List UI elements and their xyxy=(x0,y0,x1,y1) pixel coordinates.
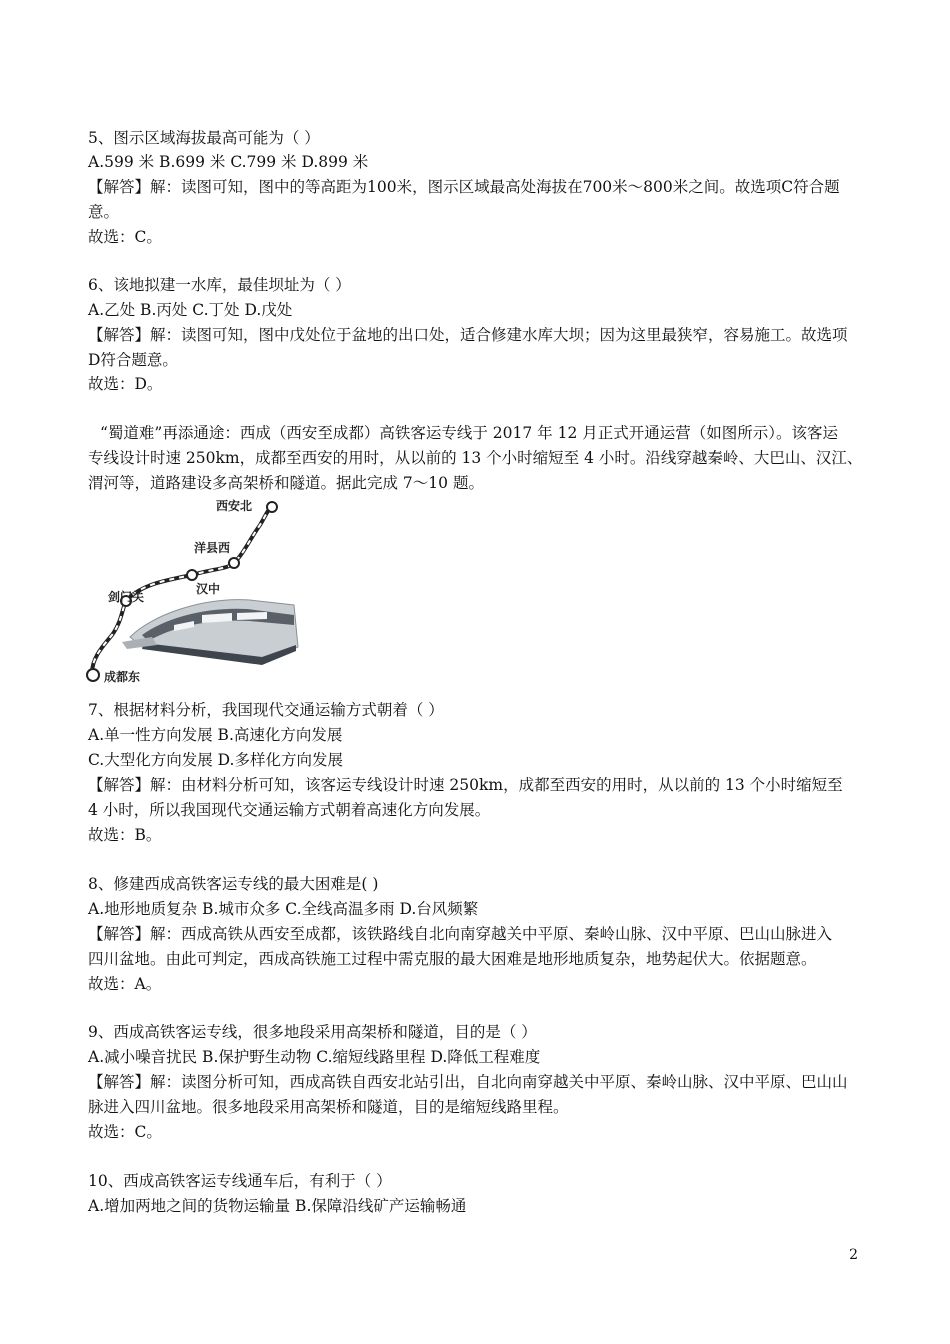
intro-line3: 渭河等，道路建设多高架桥和隧道。据此完成 7～10 题。 xyxy=(88,474,484,492)
station-label-jianmenguan: 剑门关 xyxy=(108,590,145,604)
station-label-xian-north: 西安北 xyxy=(216,499,253,513)
q6-answer-line2: D符合题意。 xyxy=(88,351,178,369)
q8-options: A.地形地质复杂 B.城市众多 C.全线高温多雨 D.台风频繁 xyxy=(88,900,479,918)
q9-answer-line2: 脉进入四川盆地。很多地段采用高架桥和隧道，目的是缩短线路里程。 xyxy=(88,1098,569,1116)
q7-options-line2: C.大型化方向发展 D.多样化方向发展 xyxy=(88,751,343,769)
station-label-hanzhong: 汉中 xyxy=(196,582,221,596)
q9-title: 9、西成高铁客运专线，很多地段采用高架桥和隧道，目的是（ ） xyxy=(88,1023,537,1041)
q8-answer-line2: 四川盆地。由此可判定，西成高铁施工过程中需克服的最大困难是地形地质复杂，地势起伏大。依据题意。 xyxy=(88,950,817,968)
intro-line2: 专线设计时速 250km，成都至西安的用时，从以前的 13 个小时缩短至 4 小时。沿线穿越秦岭、大巴山、汉江、 xyxy=(88,449,863,467)
q5-answer-line2: 意。 xyxy=(88,203,120,221)
q5-answer-line1: 【解答】解：读图可知，图中的等高距为100米，图示区域最高处海拔在700米～800米之间。故选项C符合题 xyxy=(88,178,840,196)
q6-options: A.乙处 B.丙处 C.丁处 D.戊处 xyxy=(88,301,293,319)
q5-options: A.599 米 B.699 米 C.799 米 D.899 米 xyxy=(88,153,369,171)
q8-title: 8、修建西成高铁客运专线的最大困难是( ) xyxy=(88,875,379,893)
station-marker-chengdu-east xyxy=(87,669,99,681)
q8-choice: 故选：A。 xyxy=(88,975,162,993)
page-number: 2 xyxy=(849,1247,858,1263)
station-label-chengdu-east: 成都东 xyxy=(104,670,141,684)
q7-answer-line2: 4 小时，所以我国现代交通运输方式朝着高速化方向发展。 xyxy=(88,801,491,819)
q8-answer-line1: 【解答】解：西成高铁从西安至成都，该铁路线自北向南穿越关中平原、秦岭山脉、汉中平原、巴山山脉进入 xyxy=(88,925,833,943)
q7-answer-line1: 【解答】解：由材料分析可知，该客运专线设计时速 250km，成都至西安的用时，从以前的 13 个小时缩短至 xyxy=(88,776,843,794)
q10-title: 10、西成高铁客运专线通车后，有利于（ ） xyxy=(88,1172,392,1190)
station-marker-xian-north xyxy=(267,502,277,512)
q9-options: A.减小噪音扰民 B.保护野生动物 C.缩短线路里程 D.降低工程难度 xyxy=(88,1048,541,1066)
q6-title: 6、该地拟建一水库，最佳坝址为（ ） xyxy=(88,276,351,294)
q7-title: 7、根据材料分析，我国现代交通运输方式朝着（ ） xyxy=(88,701,444,719)
q6-answer-line1: 【解答】解：读图可知，图中戊处位于盆地的出口处，适合修建水库大坝；因为这里最狭窄，容易施工。故选项 xyxy=(88,326,848,344)
q9-answer-line1: 【解答】解：读图分析可知，西成高铁自西安北站引出，自北向南穿越关中平原、秦岭山脉、汉中平原、巴山山 xyxy=(88,1073,848,1091)
q5-title: 5、图示区域海拔最高可能为（ ） xyxy=(88,129,320,147)
q5-choice: 故选：C。 xyxy=(88,228,162,246)
intro-line1: “蜀道难”再添通途：西成（西安至成都）高铁客运专线于 2017 年 12 月正式开通运营（如图所示）。该客运 xyxy=(100,424,838,442)
station-marker-yangxian-west xyxy=(229,558,239,568)
q6-choice: 故选：D。 xyxy=(88,375,163,393)
station-label-yangxian-west: 洋县西 xyxy=(194,541,231,555)
q7-choice: 故选：B。 xyxy=(88,826,162,844)
railway-route-map xyxy=(82,497,302,687)
q10-options: A.增加两地之间的货物运输量 B.保障沿线矿产运输畅通 xyxy=(88,1197,467,1215)
high-speed-train-illustration xyxy=(122,600,298,665)
q7-options-line1: A.单一性方向发展 B.高速化方向发展 xyxy=(88,726,343,744)
station-marker-hanzhong xyxy=(187,570,197,580)
q9-choice: 故选：C。 xyxy=(88,1123,162,1141)
